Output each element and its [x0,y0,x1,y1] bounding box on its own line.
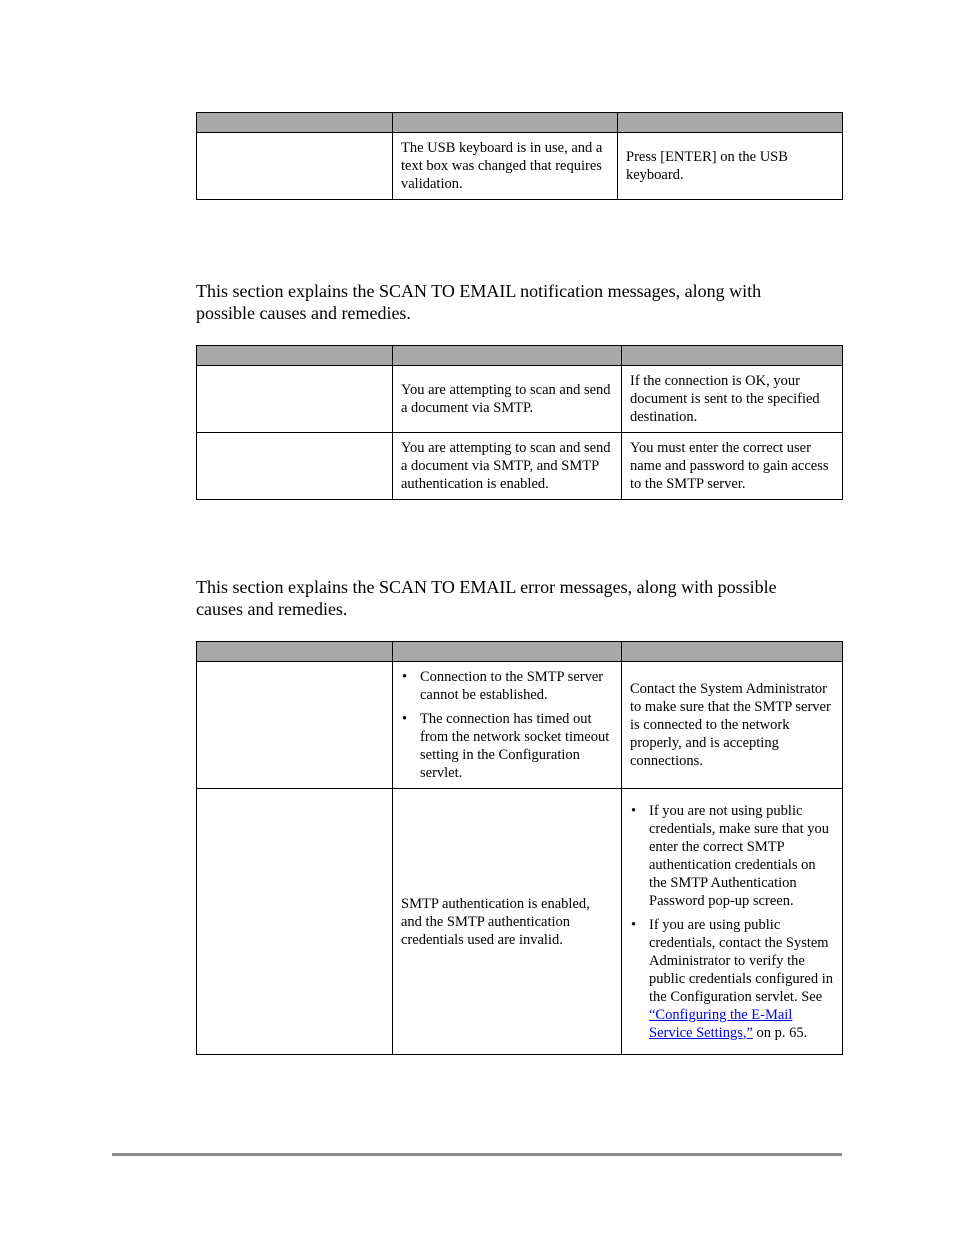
bullet-text: If you are not using public credentials, make sure that you enter the correct SMTP authentication credentials on the SMTP Authentication Password pop-up screen. [649,802,829,909]
table-header-row [197,642,843,662]
cause-cell [393,662,622,789]
cause-cell: SMTP authentication is enabled, and the SMTP authentication credentials used are invalid. [393,789,622,1055]
table-row [197,433,843,500]
notification-messages-table [196,345,843,500]
table-header-row [197,113,843,133]
message-cell [197,789,393,1055]
bullet-text: Connection to the SMTP server cannot be established. [420,669,604,703]
cause-cell: The USB keyboard is in use, and a text box was changed that requires validation. [393,133,618,200]
bullet-icon: • [631,916,637,933]
header-remedy [622,642,843,662]
cause-cell: You are attempting to scan and send a document via SMTP. [393,366,622,433]
message-cell [197,662,393,789]
email-settings-link[interactable]: “Configuring the E-Mail Service Settings,” [649,1006,793,1041]
list-item [630,802,834,910]
list-item [630,916,834,1042]
header-remedy [618,113,843,133]
table-header-row [197,346,843,366]
notifications-intro: This section explains the SCAN TO EMAIL notification messages, along with possible causes and remedies. [196,281,762,323]
remedy-cell: You must enter the correct user name and password to gain access to the SMTP server. [622,433,843,500]
header-message [197,113,393,133]
remedy-cell: Contact the System Administrator to make sure that the SMTP server is connected to the network properly, and is accepting connections. [622,662,843,789]
bullet-text: If you are using public credentials, contact the System Administrator to verify the public credentials configured in the Configuration servlet. See [649,916,834,1005]
header-cause [393,642,622,662]
remedy-cell: If the connection is OK, your document is sent to the specified destination. [622,366,843,433]
bullet-text-suffix: on p. 65. [752,1024,808,1041]
header-message [197,642,393,662]
header-remedy [622,346,843,366]
message-cell [197,433,393,500]
remedy-bullet-list [630,802,834,1042]
error-messages-table [196,641,843,1055]
errors-intro: This section explains the SCAN TO EMAIL error messages, along with possible causes and remedies. [196,577,777,619]
table-row [197,366,843,433]
message-cell [197,133,393,200]
remedy-cell [622,789,843,1055]
header-message [197,346,393,366]
cause-bullet-list [401,668,613,782]
bullet-icon: • [402,669,408,685]
header-cause [393,346,622,366]
cause-cell: You are attempting to scan and send a document via SMTP, and SMTP authentication is enabled. [393,433,622,500]
bullet-icon: • [631,802,637,819]
header-cause [393,113,618,133]
table-row [197,133,843,200]
message-cell [197,366,393,433]
footer-rule [112,1153,842,1156]
list-item [401,710,613,782]
remedy-cell: Press [ENTER] on the USB keyboard. [618,133,843,200]
table-row [197,789,843,1055]
usb-keyboard-table [196,112,843,200]
table-row [197,662,843,789]
list-item [401,668,613,704]
bullet-icon: • [402,711,408,727]
bullet-text: The connection has timed out from the network socket timeout setting in the Configuration servlet. [420,711,610,781]
